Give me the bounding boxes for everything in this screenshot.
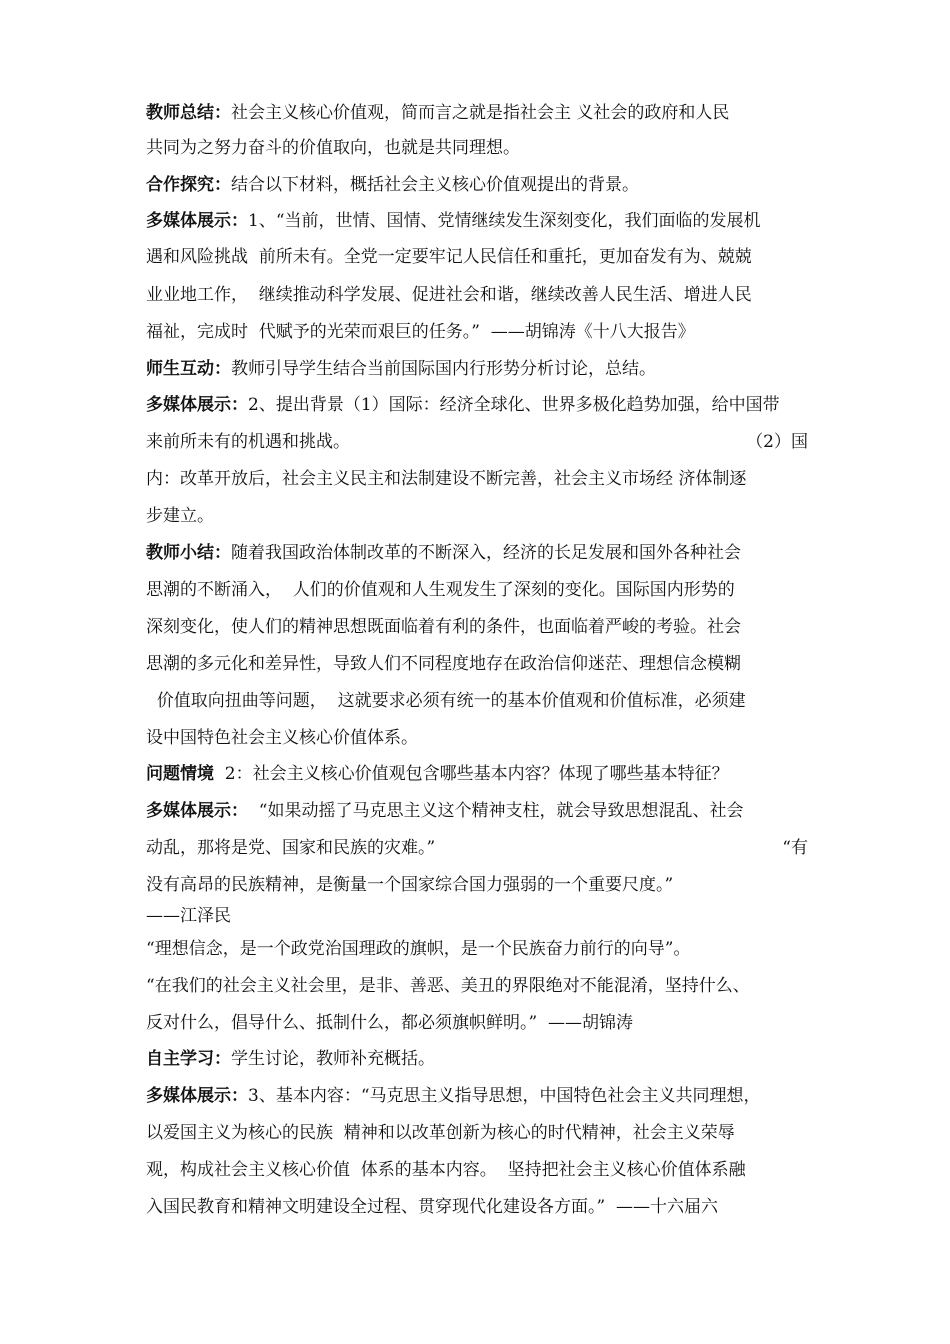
text-line: [146, 283, 752, 307]
text-line: [146, 762, 729, 786]
text-line: [146, 1084, 761, 1108]
text-line: [146, 136, 520, 160]
text-line: [146, 1121, 735, 1145]
text-line: [146, 1011, 633, 1035]
line-text: 反对什么，倡导什么、抵制什么，都必须旗帜鲜明。” ——胡锦涛: [146, 1013, 633, 1033]
text-line: [146, 209, 761, 233]
line-text: 1、“当前，世情、国情、党情继续发生深刻变化，我们面临的发展机: [248, 211, 761, 231]
text-line: [146, 541, 741, 565]
line-text: 设中国特色社会主义核心价值体系。: [146, 728, 418, 748]
text-line-right: （2）国: [746, 432, 808, 452]
text-line: [146, 245, 752, 269]
line-text: 结合以下材料，概括社会主义核心价值观提出的背景。: [231, 175, 639, 195]
line-text: 思潮的不断涌入， 人们的价值观和人生观发生了深刻的变化。国际国内形势的: [146, 580, 735, 600]
line-text: 观，构成社会主义核心价值 体系的基本内容。 坚持把社会主义核心价值体系融: [146, 1160, 746, 1180]
text-line: [146, 836, 435, 860]
text-line: [146, 173, 639, 197]
section-label: 多媒体展示：: [146, 801, 248, 821]
line-text: 思潮的多元化和差异性，导致人们不同程度地存在政治信仰迷茫、理想信念模糊: [146, 654, 741, 674]
text-line: [146, 1047, 435, 1071]
text-line: [146, 393, 780, 417]
section-label: 多媒体展示：: [146, 211, 248, 231]
section-label: 多媒体展示：: [146, 1086, 248, 1106]
line-text: 深刻变化，使人们的精神思想既面临着有利的条件，也面临着严峻的考验。社会: [146, 617, 741, 637]
text-line: [146, 615, 741, 639]
text-line: [146, 726, 418, 750]
text-line: [146, 357, 656, 381]
section-label: 师生互动：: [146, 359, 231, 379]
line-text: 价值取向扭曲等问题， 这就要求必须有统一的基本价值观和价值标准，必须建: [146, 691, 746, 711]
text-line: [146, 467, 746, 491]
text-line: [146, 873, 673, 897]
line-text: 入国民教育和精神文明建设全过程、贯穿现代化建设各方面。” ——十六届六: [146, 1197, 718, 1217]
line-text: 动乱，那将是党、国家和民族的灾难。”: [146, 838, 436, 858]
text-line: [146, 689, 746, 713]
line-text: 业业地工作， 继续推动科学发展、促进社会和谐，继续改善人民生活、增进人民: [146, 285, 752, 305]
line-text: ——江泽民: [146, 906, 231, 926]
text-line: [146, 1158, 746, 1182]
line-text: 福祉，完成时 代赋予的光荣而艰巨的任务。” ——胡锦涛《十八大报告》: [146, 322, 695, 342]
text-line: [146, 799, 744, 823]
text-line-right: “有: [782, 838, 808, 858]
text-line: [146, 937, 690, 961]
line-text: 没有高昂的民族精神，是衡量一个国家综合国力强弱的一个重要尺度。”: [146, 875, 674, 895]
text-line: [146, 652, 741, 676]
line-text: 3、基本内容：“马克思主义指导思想，中国特色社会主义共同理想，: [248, 1086, 761, 1106]
line-text: 来前所未有的机遇和挑战。: [146, 432, 350, 452]
text-line: [146, 578, 735, 602]
line-text: 2：社会主义核心价值观包含哪些基本内容？体现了哪些基本特征？: [214, 764, 729, 784]
line-text: 2、提出背景（1）国际：经济全球化、世界多极化趋势加强，给中国带: [248, 395, 780, 415]
line-text: 内：改革开放后，社会主义民主和法制建设不断完善，社会主义市场经 济体制逐: [146, 469, 747, 489]
text-line: [146, 320, 695, 344]
line-text: “如果动摇了马克思主义这个精神支柱，就会导致思想混乱、社会: [248, 801, 744, 821]
section-label: 多媒体展示：: [146, 395, 248, 415]
line-text: 步建立。: [146, 506, 214, 526]
line-text: 随着我国政治体制改革的不断深入，经济的长足发展和国外各种社会: [231, 543, 741, 563]
line-text: 社会主义核心价值观，简而言之就是指社会主 义社会的政府和人民: [231, 103, 730, 123]
section-label: 问题情境: [146, 764, 214, 784]
text-line: [146, 974, 750, 998]
section-label: 教师总结：: [146, 103, 231, 123]
text-line: [146, 430, 350, 454]
line-text: 遇和风险挑战 前所未有。全党一定要牢记人民信任和重托，更加奋发有为、兢兢: [146, 247, 752, 267]
text-line: [146, 504, 214, 528]
line-text: 教师引导学生结合当前国际国内行形势分析讨论，总结。: [231, 359, 656, 379]
line-text: 学生讨论，教师补充概括。: [231, 1049, 435, 1069]
text-line: [146, 1195, 718, 1219]
line-text: “理想信念，是一个政党治国理政的旗帜，是一个民族奋力前行的向导”。: [146, 939, 691, 959]
section-label: 自主学习：: [146, 1049, 231, 1069]
text-line: [146, 101, 729, 125]
line-text: 共同为之努力奋斗的价值取向，也就是共同理想。: [146, 138, 520, 158]
text-line: [146, 904, 231, 928]
section-label: 教师小结：: [146, 543, 231, 563]
section-label: 合作探究：: [146, 175, 231, 195]
line-text: “在我们的社会主义社会里，是非、善恶、美丑的界限绝对不能混淆，坚持什么、: [146, 976, 750, 996]
line-text: 以爱国主义为核心的民族 精神和以改革创新为核心的时代精神，社会主义荣辱: [146, 1123, 735, 1143]
